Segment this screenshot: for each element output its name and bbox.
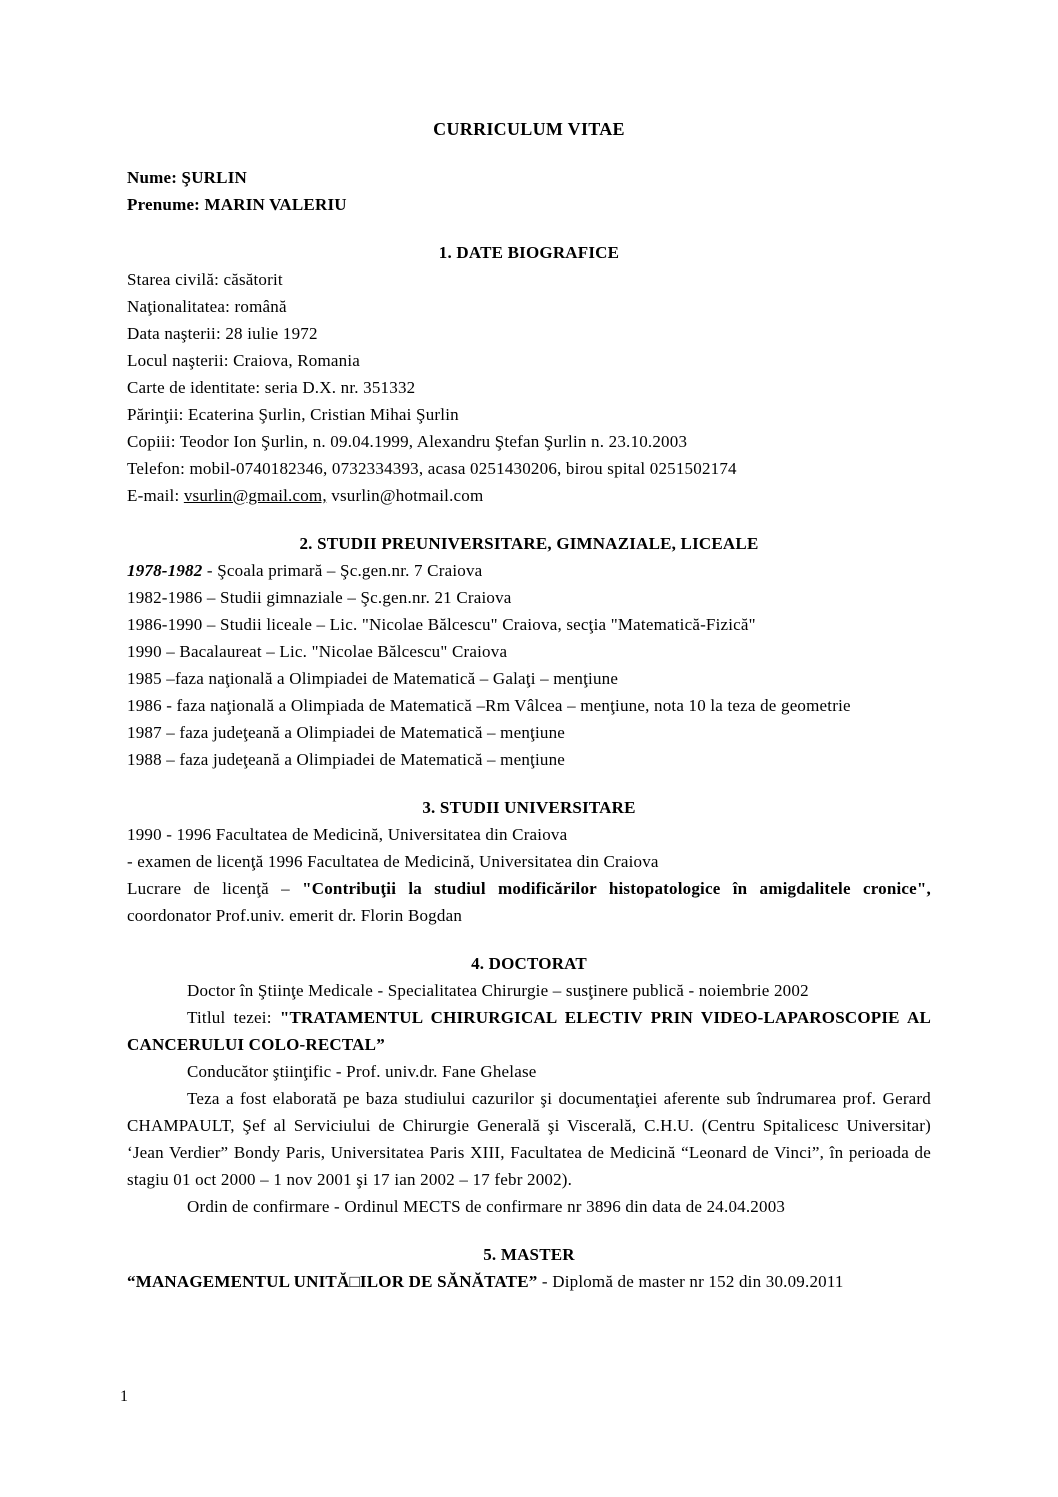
paragraph: [127, 293, 931, 320]
spacer: [127, 218, 931, 239]
paragraph: [127, 347, 931, 374]
text-segment: Telefon: mobil-0740182346, 0732334393, acasa 0251430206, birou spital 0251502174: [127, 459, 737, 478]
section-heading: [127, 950, 931, 977]
text-segment: Titlul tezei:: [187, 1008, 280, 1027]
paragraph: [127, 719, 931, 746]
section-heading: [127, 1241, 931, 1268]
text-segment: Data naşterii: 28 iulie 1972: [127, 324, 318, 343]
text-segment: Părinţii: Ecaterina Şurlin, Cristian Mihai Şurlin: [127, 405, 459, 424]
text-segment: - Diplomă de master nr 152 din 30.09.2011: [537, 1272, 844, 1291]
spacer: [127, 773, 931, 794]
paragraph: [127, 374, 931, 401]
document-content: [127, 116, 931, 1295]
text-segment: - examen de licenţă 1996 Facultatea de Medicină, Universitatea din Craiova: [127, 852, 659, 871]
text-segment: 4. DOCTORAT: [471, 954, 587, 973]
paragraph: [127, 164, 931, 191]
section-heading: [127, 794, 931, 821]
document-body: [127, 143, 931, 1295]
text-segment: 1978-1982: [127, 561, 207, 580]
spacer: [127, 509, 931, 530]
paragraph: [127, 692, 931, 719]
text-segment: Prenume: MARIN VALERIU: [127, 195, 347, 214]
text-segment: 2. STUDII PREUNIVERSITARE, GIMNAZIALE, LICEALE: [299, 534, 759, 553]
text-segment: 1982-1986 – Studii gimnaziale – Şc.gen.nr. 21 Craiova: [127, 588, 512, 607]
paragraph: [127, 1268, 931, 1295]
paragraph: [127, 611, 931, 638]
paragraph: [127, 455, 931, 482]
paragraph: [127, 1058, 931, 1085]
text-segment: Copiii: Teodor Ion Şurlin, n. 09.04.1999, Alexandru Ştefan Şurlin n. 23.10.2003: [127, 432, 688, 451]
text-segment: 5. MASTER: [483, 1245, 575, 1264]
document-title: CURRICULUM VITAE: [433, 119, 625, 139]
paragraph: [127, 557, 931, 584]
text-segment: Teza a fost elaborată pe baza studiului cazurilor şi documentaţiei aferente sub îndrumarea prof. Gerard CHAMPAULT, Şef al Serviciului de Chirurgie Generală şi Viscerală, C.H.U. (Centru Spitalicesc Universitar) ‘Jean Verdier” Bondy Paris, Universitatea Paris XIII, Facultatea de Medicină “Leonard de Vinci”, în perioada de stagiu 01 oct 2000 – 1 nov 2001 şi 17 ian 2002 – 17 febr 2002).: [127, 1089, 931, 1189]
paragraph: [127, 428, 931, 455]
text-segment: E-mail:: [127, 486, 184, 505]
paragraph: [127, 401, 931, 428]
text-segment: - Şcoala primară – Şc.gen.nr. 7 Craiova: [206, 561, 483, 580]
text-segment: 3. STUDII UNIVERSITARE: [422, 798, 636, 817]
section-heading: [127, 530, 931, 557]
email-link[interactable]: vsurlin@gmail.com,: [183, 486, 327, 505]
text-segment: Naţionalitatea: română: [127, 297, 287, 316]
text-segment: 1988 – faza judeţeană a Olimpiadei de Matematică – menţiune: [127, 750, 566, 769]
spacer: [127, 929, 931, 950]
paragraph: [127, 665, 931, 692]
text-segment: Locul naşterii: Craiova, Romania: [127, 351, 361, 370]
spacer: [127, 143, 931, 164]
text-segment: Ordin de confirmare - Ordinul MECTS de confirmare nr 3896 din data de 24.04.2003: [187, 1197, 786, 1216]
text-segment: "TRATAMENTUL CHIRURGICAL ELECTIV PRIN VIDEO-LAPAROSCOPIE AL CANCERULUI COLO-RECTAL”: [127, 1008, 931, 1054]
paragraph: [127, 482, 931, 509]
paragraph: [127, 875, 931, 929]
paragraph: [127, 584, 931, 611]
text-segment: Doctor în Ştiinţe Medicale - Specialitatea Chirurgie – susţinere publică - noiembrie 2002: [187, 981, 809, 1000]
text-segment: 1. DATE BIOGRAFICE: [438, 243, 620, 262]
paragraph: [127, 191, 931, 218]
paragraph: [127, 821, 931, 848]
text-segment: "Contribuţii la studiul modificărilor histopatologice în amigdalitele cronice",: [302, 879, 931, 898]
paragraph: [127, 746, 931, 773]
text-segment: “MANAGEMENTUL UNITĂ□ILOR DE SĂNĂTATE”: [127, 1272, 538, 1291]
section-heading: [127, 239, 931, 266]
paragraph: [127, 848, 931, 875]
text-segment: Conducător ştiinţific - Prof. univ.dr. Fane Ghelase: [187, 1062, 537, 1081]
paragraph: [127, 266, 931, 293]
text-segment: 1986-1990 – Studii liceale – Lic. "Nicolae Bălcescu" Craiova, secţia "Matematică-Fizică": [127, 615, 756, 634]
text-segment: Nume: ŞURLIN: [127, 168, 247, 187]
paragraph: [127, 977, 931, 1004]
text-segment: Lucrare de licenţă –: [127, 879, 303, 898]
text-segment: coordonator Prof.univ. emerit dr. Florin Bogdan: [127, 906, 463, 925]
text-segment: Starea civilă: căsătorit: [127, 270, 283, 289]
paragraph: [127, 638, 931, 665]
spacer: [127, 1220, 931, 1241]
paragraph: [127, 320, 931, 347]
text-segment: 1990 - 1996 Facultatea de Medicină, Universitatea din Craiova: [127, 825, 568, 844]
text-segment: 1990 – Bacalaureat – Lic. "Nicolae Bălcescu" Craiova: [127, 642, 508, 661]
paragraph: [127, 1085, 931, 1193]
paragraph: [127, 1193, 931, 1220]
page-number: 1: [120, 1388, 128, 1405]
text-segment: Carte de identitate: seria D.X. nr. 351332: [127, 378, 416, 397]
text-segment: 1987 – faza judeţeană a Olimpiadei de Matematică – menţiune: [127, 723, 566, 742]
paragraph: [127, 1004, 931, 1058]
text-segment: 1986 - faza naţională a Olimpiada de Matematică –Rm Vâlcea – menţiune, nota 10 la teza de geometrie: [127, 696, 851, 715]
text-segment: 1985 –faza naţională a Olimpiadei de Matematică – Galaţi – menţiune: [127, 669, 619, 688]
text-segment: vsurlin@hotmail.com: [326, 486, 484, 505]
